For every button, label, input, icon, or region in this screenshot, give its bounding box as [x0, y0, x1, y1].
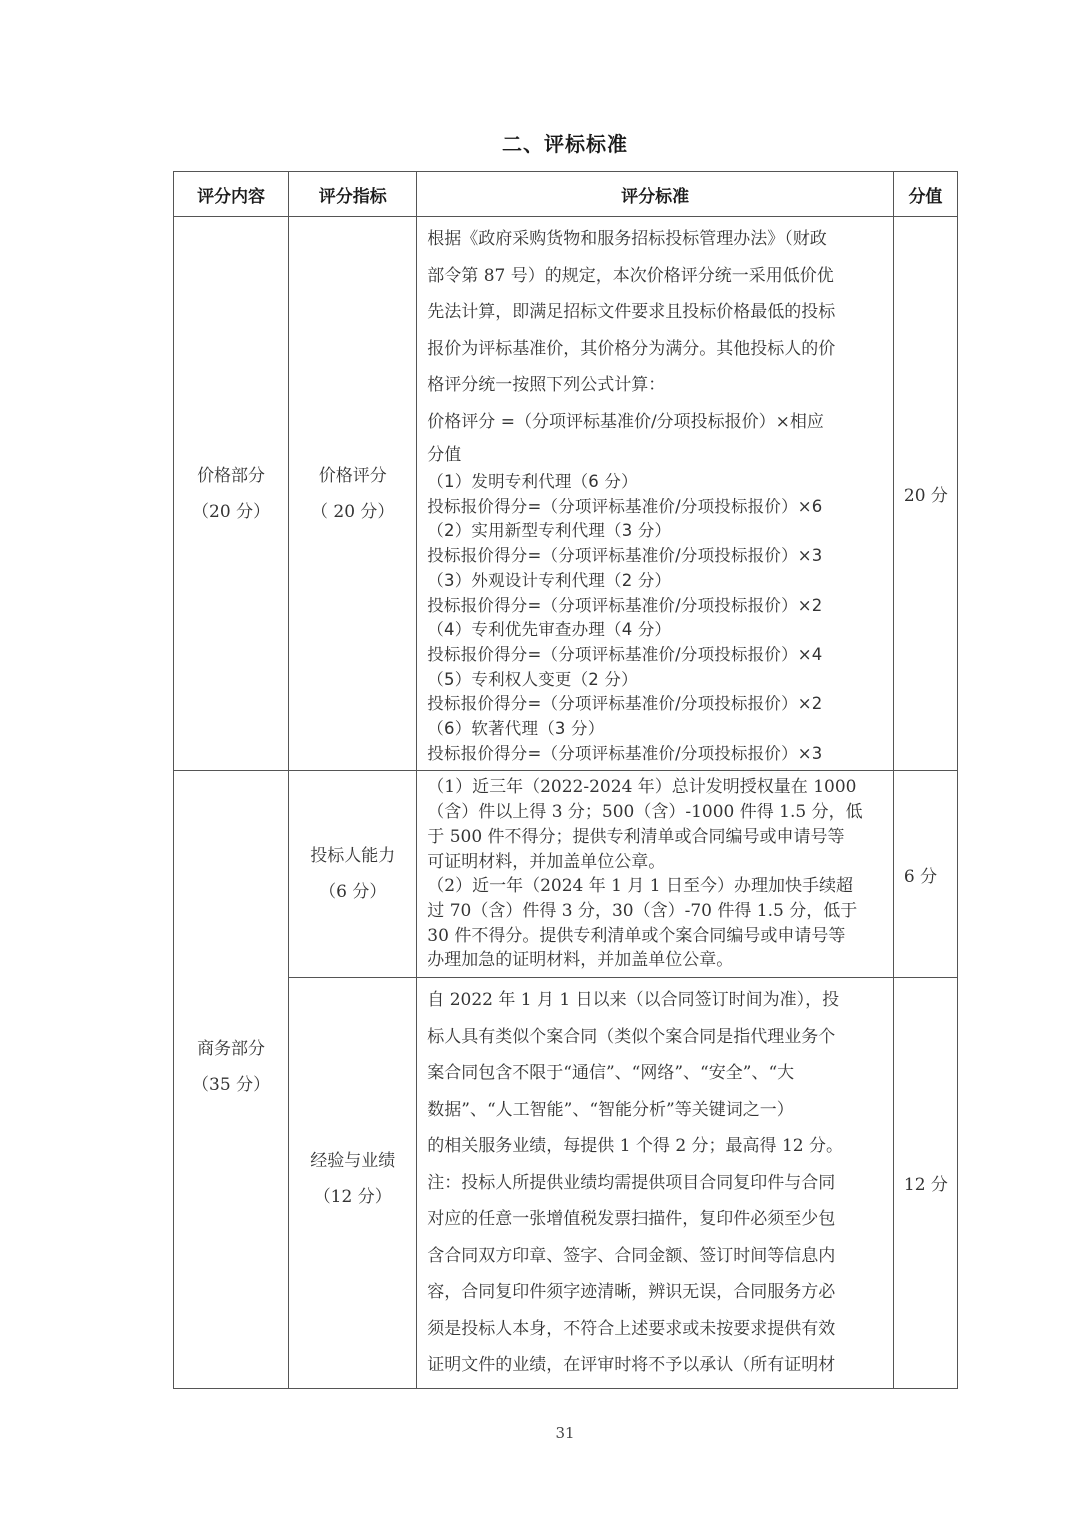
price-item-formula: 投标报价得分=（分项评标基准价/分项投标报价）×3: [427, 743, 823, 763]
price-item-label: （3）外观设计专利代理（2 分）: [427, 570, 672, 590]
price-item-label: （5）专利权人变更（2 分）: [427, 669, 638, 689]
category-points: （35 分）: [192, 1075, 271, 1096]
table-header-row: [174, 172, 958, 217]
standard-cell-price: [417, 217, 894, 771]
standard-line: 数据”、“人工智能”、“智能分析”等关键词之一）: [427, 1099, 794, 1120]
standard-line: 30 件不得分。提供专利清单或个案合同编号或申请号等: [427, 925, 846, 946]
category-points: （20 分）: [192, 501, 271, 522]
standard-line: 注：投标人所提供业绩均需提供项目合同复印件与合同: [427, 1172, 836, 1193]
price-item-formula: 投标报价得分=（分项评标基准价/分项投标报价）×2: [427, 595, 823, 615]
price-item-label: （2）实用新型专利代理（3 分）: [427, 521, 672, 541]
score-cell-experience: 12 分: [893, 978, 957, 1389]
header-score: 分值: [893, 172, 957, 217]
table-row-experience: [174, 978, 958, 1389]
score-cell-ability: 6 分: [893, 771, 957, 978]
standard-line: 对应的任意一张增值税发票扫描件，复印件必须至少包: [427, 1209, 836, 1230]
price-item-formula: 投标报价得分=（分项评标基准价/分项投标报价）×2: [427, 694, 823, 714]
indicator-label: 价格评分: [318, 465, 387, 486]
standard-line: 含合同双方印章、签字、合同金额、签订时间等信息内: [427, 1245, 836, 1266]
standard-line: （1）近三年（2022-2024 年）总计发明授权量在 1000: [427, 777, 857, 798]
standard-line: 案合同包含不限于“通信”、“网络”、“安全”、“大: [427, 1063, 795, 1084]
indicator-label: 经验与业绩: [310, 1151, 396, 1172]
standard-line: （含）件以上得 3 分；500（含）-1000 件得 1.5 分，低: [427, 802, 863, 823]
standard-line: 的相关服务业绩，每提供 1 个得 2 分；最高得 12 分。: [427, 1136, 843, 1157]
standard-line: （2）近一年（2024 年 1 月 1 日至今）办理加快手续超: [427, 876, 854, 897]
standard-line: 分值: [427, 445, 462, 465]
standard-cell-ability: [417, 771, 894, 978]
indicator-cell-experience: [289, 978, 417, 1389]
standard-line: 报价为评标基准价，其价格分为满分。其他投标人的价: [427, 338, 836, 359]
standard-line: 自 2022 年 1 月 1 日以来（以合同签订时间为准），投: [427, 990, 840, 1011]
price-item-label: （1）发明专利代理（6 分）: [427, 472, 638, 491]
table-row-price: [174, 217, 958, 771]
standard-line: 容，合同复印件须字迹清晰，辨识无误，合同服务方必: [427, 1282, 836, 1303]
standard-line: 过 70（含）件得 3 分，30（含）-70 件得 1.5 分，低于: [427, 900, 858, 921]
standard-line: 标人具有类似个案合同（类似个案合同是指代理业务个: [427, 1026, 836, 1047]
indicator-points: （ 20 分）: [310, 501, 395, 522]
standard-line: 格评分统一按照下列公式计算：: [427, 375, 666, 395]
header-indicator: 评分指标: [289, 172, 417, 217]
indicator-points: （6 分）: [319, 882, 387, 903]
indicator-cell-price: [289, 217, 417, 771]
standard-line: 根据《政府采购货物和服务招标投标管理办法》（财政: [427, 229, 827, 249]
section-title: 二、评标标准: [502, 132, 628, 156]
table-row-ability: [174, 771, 958, 978]
standard-line: 须是投标人本身，不符合上述要求或未按要求提供有效: [427, 1318, 836, 1339]
header-category: 评分内容: [174, 172, 289, 217]
category-cell-business: [174, 771, 289, 1388]
standard-line: 先法计算，即满足招标文件要求且投标价格最低的投标: [427, 302, 836, 322]
indicator-label: 投标人能力: [310, 846, 396, 867]
standard-line: 价格评分 =（分项评标基准价/分项投标报价）×相应: [427, 411, 824, 432]
standard-line: 于 500 件不得分；提供专利清单或合同编号或申请号等: [427, 826, 845, 847]
category-cell-price: [174, 217, 289, 771]
category-label: 商务部分: [197, 1039, 266, 1060]
scoring-criteria-table: [173, 171, 958, 1389]
standard-cell-experience: [417, 978, 894, 1389]
price-item-label: （4）专利优先审查办理（4 分）: [427, 620, 672, 640]
price-item-formula: 投标报价得分=（分项评标基准价/分项投标报价）×3: [427, 546, 823, 566]
score-cell-price: 20 分: [893, 217, 957, 771]
price-item-formula: 投标报价得分=（分项评标基准价/分项投标报价）×4: [427, 644, 823, 664]
page-number: 31: [555, 1424, 575, 1442]
standard-line: 证明文件的业绩，在评审时将不予以承认（所有证明材: [427, 1355, 836, 1376]
standard-line: 可证明材料，并加盖单位公章。: [427, 851, 666, 872]
price-item-formula: 投标报价得分=（分项评标基准价/分项投标报价）×6: [427, 496, 823, 516]
indicator-points: （12 分）: [313, 1187, 392, 1208]
category-label: 价格部分: [197, 465, 266, 486]
price-item-label: （6）软著代理（3 分）: [427, 719, 605, 739]
standard-line: 部令第 87 号）的规定，本次价格评分统一采用低价优: [427, 265, 834, 286]
header-standard: 评分标准: [417, 172, 894, 217]
standard-line: 办理加急的证明材料，并加盖单位公章。: [427, 950, 734, 971]
indicator-cell-ability: [289, 771, 417, 978]
